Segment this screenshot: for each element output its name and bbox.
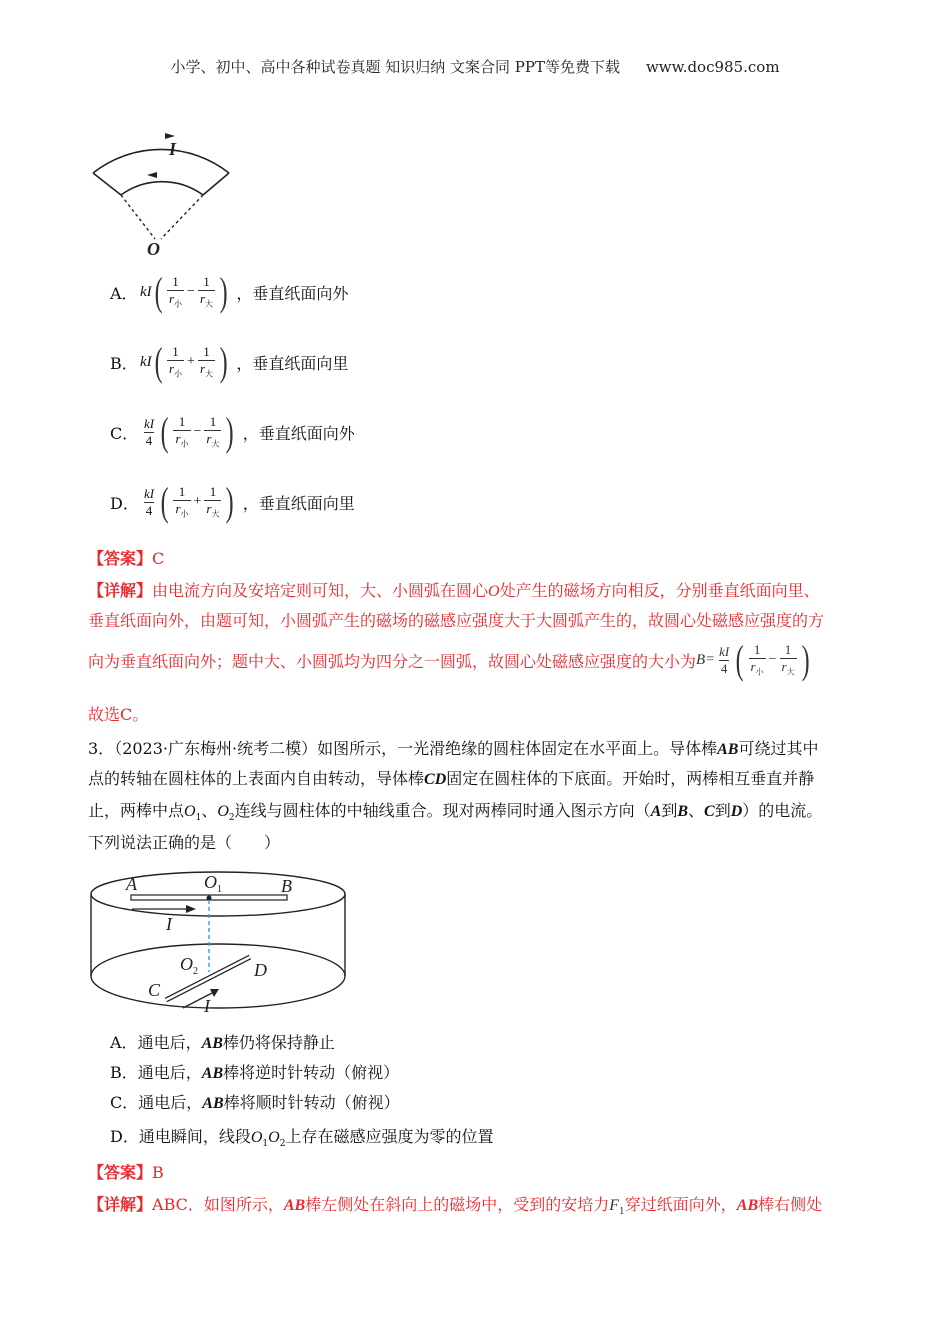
q2-detail-line3: 向为垂直纸面向外；题中大、小圆弧均为四分之一圆弧，故圆心处磁感应强度的大小为 B = $\frac{kI}{4}$ ( $\frac{1}{r_小}$ − $\frac{1}{r_大}$ ): [88, 640, 812, 680]
current-label: I: [169, 139, 177, 159]
outer-arc: [93, 149, 229, 173]
q3-stem-line2: 点的转轴在圆柱体的上表面内自由转动，导体棒CD固定在圆柱体的下底面。开始时，两棒相互垂直并静: [88, 769, 815, 788]
q3-option-c: C．通电后，AB棒将顺时针转动（俯视）: [110, 1093, 400, 1112]
pivot-o1: [207, 896, 212, 901]
q2-detail-line4: 故选C。: [88, 705, 149, 724]
option-a: A． kI ( $\frac{1}{r_小}$ − $\frac{1}{r_大}$ ) ，垂直纸面向外: [110, 269, 349, 314]
label-c: C: [148, 980, 161, 1000]
center-label: O: [147, 239, 160, 259]
q3-stem-line4: 下列说法正确的是（ ）: [88, 833, 281, 852]
q3-stem-line1: 3．（2023·广东梅州·统考二模）如图所示，一光滑绝缘的圆柱体固定在水平面上。导体棒AB可绕过其中: [88, 739, 819, 758]
q3-option-a: A．通电后，AB棒仍将保持静止: [110, 1033, 335, 1052]
q3-option-b: B．通电后，AB棒将逆时针转动（俯视）: [110, 1063, 400, 1082]
header-site: www.doc985.com: [645, 58, 780, 76]
q2-detail-line1: 【详解】由电流方向及安培定则可知，大、小圆弧在圆心O处产生的磁场方向相反，分别垂直纸面向里、: [88, 581, 820, 600]
option-b: B． kI ( $\frac{1}{r_小}$ + $\frac{1}{r_大}$ ) ，垂直纸面向里: [110, 339, 349, 384]
label-i-top: I: [166, 914, 172, 934]
label-o2: $O_2$: [180, 954, 198, 977]
label-a: A: [126, 874, 137, 894]
rod-cd-inner: [166, 957, 250, 1000]
left-edge: [93, 173, 121, 195]
formula-c: $\frac{kI}{4}$ ( $\frac{1}{r_小}$ − $\frac{1}{r_大}$ ): [144, 409, 235, 454]
header-text: 小学、初中、高中各种试卷真题 知识归纳 文案合同 PPT等免费下载: [170, 58, 620, 76]
inner-arrow-icon: [147, 172, 157, 178]
label-o1: $O_1$: [204, 872, 222, 895]
arrow-head-top-icon: [186, 905, 196, 913]
option-c: C． $\frac{kI}{4}$ ( $\frac{1}{r_小}$ − $\frac{1}{r_大}$ ) ，垂直纸面向外: [110, 409, 355, 454]
cylinder-figure: [88, 866, 353, 1016]
q3-detail: 【详解】ABC．如图所示，AB棒左侧处在斜向上的磁场中，受到的安培力$F_1$穿过纸面向外，AB棒右侧处: [88, 1195, 823, 1218]
bottom-front-arc: [91, 976, 345, 1008]
left-radius-dashed: [121, 195, 155, 239]
right-radius-dashed: [161, 195, 203, 239]
q3-stem-line3: 止，两棒中点$O_1$、$O_2$连线与圆柱体的中轴线重合。现对两棒同时通入图示方向（A到B、C到D）的电流。: [88, 801, 823, 824]
formula-d: $\frac{kI}{4}$ ( $\frac{1}{r_小}$ + $\frac{1}{r_大}$ ): [144, 479, 235, 524]
inner-arc: [121, 182, 203, 195]
formula-a: kI ( $\frac{1}{r_小}$ − $\frac{1}{r_大}$ ): [140, 269, 228, 314]
arc-current-figure: [85, 115, 245, 260]
q3-option-d: D．通电瞬间，线段$O_1O_2$上存在磁感应强度为零的位置: [110, 1127, 494, 1150]
q3-answer: 【答案】B: [88, 1163, 164, 1182]
label-b: B: [281, 876, 292, 896]
label-d: D: [254, 960, 267, 980]
page-header: [0, 56, 950, 77]
q2-answer: 【答案】C: [88, 549, 165, 568]
q2-detail-line2: 垂直纸面向外，由题可知，小圆弧产生的磁场的磁感应强度大于大圆弧产生的，故圆心处磁感应强度的方: [88, 611, 825, 630]
option-d: D． $\frac{kI}{4}$ ( $\frac{1}{r_小}$ + $\frac{1}{r_大}$ ) ，垂直纸面向里: [110, 479, 355, 524]
label-i-bottom: I: [204, 996, 210, 1016]
detail-formula: B = $\frac{kI}{4}$ ( $\frac{1}{r_小}$ − $\frac{1}{r_大}$ ): [696, 637, 810, 682]
formula-b: kI ( $\frac{1}{r_小}$ + $\frac{1}{r_大}$ ): [140, 339, 228, 384]
right-edge: [203, 173, 229, 195]
